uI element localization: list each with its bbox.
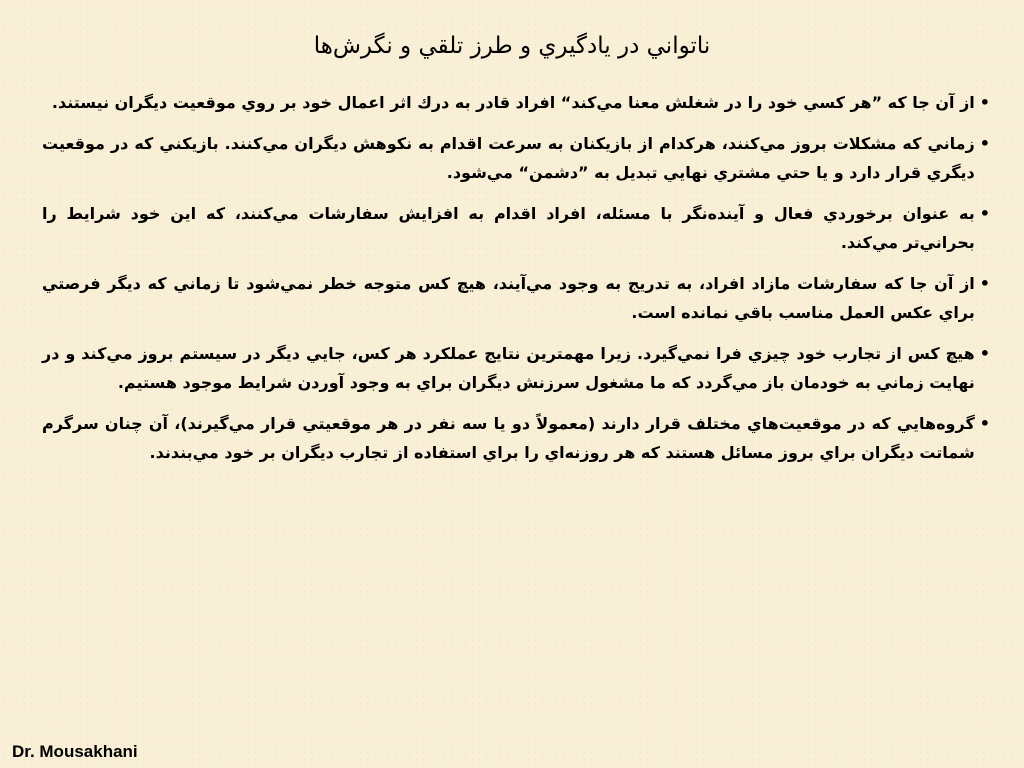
bullet-marker: • [979, 134, 990, 153]
bullet-item [42, 199, 990, 257]
bullet-item [42, 409, 990, 467]
bullet-text: گروه‌هايي كه در موقعيت‌هاي مختلف قرار دارند (معمولاً دو يا سه نفر در هر موقعيتي قرار مي‌گيرند)، آن چنان سرگرم شماتت ديگران براي بروز مسائل هستند كه هر روزنه‌اي را براي استفاده از تجارب ديگران بر خود مي‌بندند. [42, 414, 975, 462]
bullet-item [42, 269, 990, 327]
bullet-text: به عنوان برخوردي فعال و آينده‌نگر با مسئله، افراد اقدام به افزايش سفارشات مي‌كنند، كه اين خود شرايط را بحراني‌تر مي‌كند. [42, 204, 975, 252]
bullet-text: از آن جا كه ”هر كسي خود را در شغلش معنا مي‌كند“ افراد قادر به درك اثر اعمال خود بر روي موقعيت ديگران نيستند. [51, 93, 975, 112]
bullet-text: از آن جا كه سفارشات مازاد افراد، به تدريج به وجود مي‌آيند، هيچ كس متوجه خطر نمي‌شود تا زماني كه ديگر فرصتي براي عكس العمل مناسب باقي نمانده است. [42, 274, 975, 322]
bullet-item [42, 129, 990, 187]
bullet-marker: • [979, 204, 990, 223]
bullet-marker: • [979, 93, 990, 112]
bullet-item [42, 88, 990, 117]
bullet-marker: • [979, 344, 990, 363]
footer-author: Dr. Mousakhani [12, 742, 138, 761]
slide-title: ناتواني در يادگيري و طرز تلقي و نگرش‌ها [313, 33, 711, 59]
bullet-text: زماني كه مشكلات بروز مي‌كنند، هركدام از بازيكنان به سرعت اقدام به نكوهش ديگران مي‌كنند. بازيكني كه در موقعيت ديگري قرار دارد و يا حتي مشتري نهايي تبديل به ”دشمن“ مي‌شود. [42, 134, 975, 182]
bullet-item [42, 339, 990, 397]
bullet-text: هيچ كس از تجارب خود چيزي فرا نمي‌گيرد. زيرا مهمترين نتايج عملكرد هر كس، جايي ديگر در سيستم بروز مي‌كند و در نهايت زماني به خودمان باز مي‌گردد كه ما مشغول سرزنش ديگران براي به وجود آوردن شرايط موجود هستيم. [42, 344, 975, 392]
bullet-marker: • [979, 274, 990, 293]
bullet-list [42, 88, 990, 479]
bullet-marker: • [979, 414, 990, 433]
